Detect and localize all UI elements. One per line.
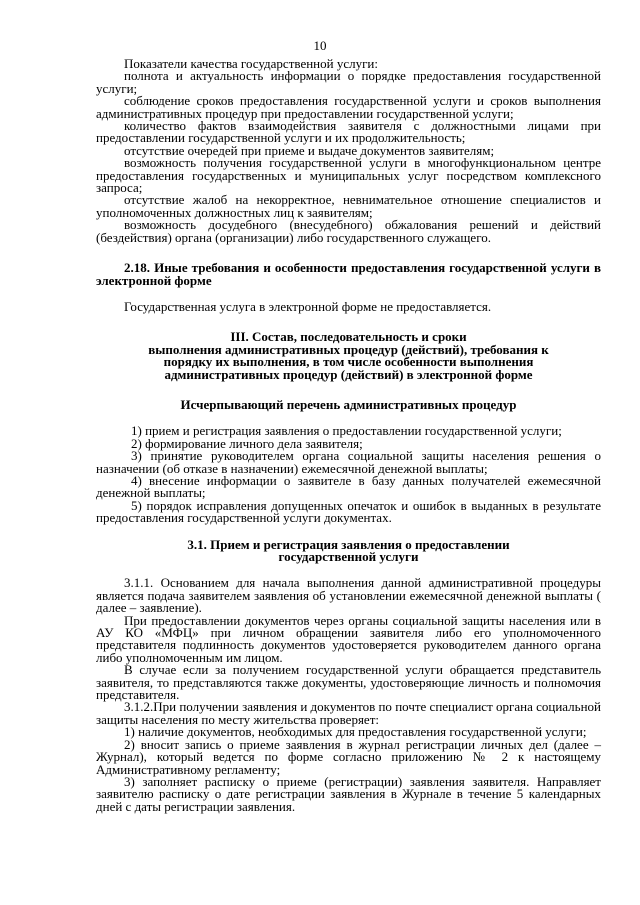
procedure-item: 3) принятие руководителем органа социальной защиты населения решения о назначении (об отказе в назначении) ежемесячной денежной выплаты; — [96, 448, 601, 476]
quality-item-3: количество фактов взаимодействия заявителя с должностными лицами при предоставлении государственной услуги и их продолжительность; — [96, 118, 601, 146]
section-3-1-paragraph: 3) заполняет расписку о приеме (регистрации) заявления заявителя. Направляет заявителю расписку о дате регистрации заявления в Журнале в течение 5 календарных дней с даты регистрации заявления. — [96, 773, 601, 814]
section-3-1-heading-line: государственной услуги — [278, 549, 419, 564]
section-2-18-heading: 2.18. Иные требования и особенности предоставления государственной услуги в электронной форме — [96, 260, 601, 288]
section-3-1-paragraph: При предоставлении документов через органы социальной защиты населения или в АУ КО «МФЦ» при личном обращении заявителя либо его уполномоченного представителя подлинность документов удостоверяется руководителем данного органа либо уполномоченным им лицом. — [96, 612, 601, 665]
section-3-heading-line: выполнения административных процедур (действий), требования к — [148, 341, 549, 357]
section-3-1-paragraph: 3.1.1. Основанием для начала выполнения данной административной процедуры является подача заявителем заявления об установлении ежемесячной денежной выплаты ( далее – заявление). — [96, 575, 601, 616]
section-2-18-text: Государственная услуга в электронной форме не предоставляется. — [124, 298, 492, 314]
quality-title: Показатели качества государственной услуги: — [124, 56, 378, 71]
quality-item-2: соблюдение сроков предоставления государственной услуги и сроков выполнения административных процедур при предоставлении государственной услуги; — [96, 93, 601, 121]
quality-item-7: возможность досудебного (внесудебного) обжалования решений и действий (бездействия) органа (организации) либо государственного служащего. — [96, 217, 601, 245]
section-3-1-heading — [96, 536, 601, 564]
section-3-1-heading-line: 3.1. Прием и регистрация заявления о предоставлении — [187, 536, 510, 552]
quality-item-1: полнота и актуальность информации о порядке предоставления государственной услуги; — [96, 68, 601, 96]
page-body — [96, 58, 601, 813]
procedure-item: 2) формирование личного дела заявителя; — [131, 435, 363, 451]
section-3-heading-line: административных процедур (действий) в электронной форме — [164, 366, 533, 382]
quality-item-6: отсутствие жалоб на некорректное, невнимательное отношение специалистов и уполномоченных должностных лиц к заявителям; — [96, 192, 601, 220]
section-3-1-paragraph: В случае если за получением государственной услуги обращается представитель заявителя, то представляются также документы, удостоверяющие личность и полномочия представителя. — [96, 662, 601, 703]
section-3-heading-line: III. Состав, последовательность и сроки — [230, 329, 467, 345]
section-3-1-body — [96, 577, 601, 813]
section-3-1-paragraph: 2) вносит запись о приеме заявления в журнал регистрации личных дел (далее – Журнал), который ведется по форме согласно приложению № 2 к настоящему Административному регламенту; — [96, 736, 601, 777]
section-3-1-paragraph: 3.1.2.При получении заявления и документов по почте специалист органа социальной защиты населения по месту жительства проверяет: — [96, 699, 601, 727]
procedure-item: 5) порядок исправления допущенных опечаток и ошибок в выданных в результате предоставления государственной услуги документах. — [96, 497, 601, 526]
procedure-item: 1) прием и регистрация заявления о предоставлении государственной услуги; — [131, 423, 562, 439]
section-3-1-paragraph: 1) наличие документов, необходимых для предоставления государственной услуги; — [124, 724, 587, 740]
page-number: 10 — [313, 38, 327, 53]
section-3-heading — [96, 331, 601, 381]
quality-item-4: отсутствие очередей при приеме и выдаче документов заявителям; — [124, 142, 495, 158]
procedure-item: 4) внесение информации о заявителе в базу данных получателей ежемесячной денежной выплаты; — [96, 472, 601, 501]
quality-item-5: возможность получения государственной услуги в многофункциональном центре предоставления государственных и муниципальных услуг посредством комплексного запроса; — [96, 155, 601, 196]
procedures-list — [96, 425, 601, 524]
procedures-subheading: Исчерпывающий перечень административных процедур — [180, 396, 517, 412]
section-3-heading-line: порядку их выполнения, в том числе особенности выполнения — [163, 354, 534, 370]
